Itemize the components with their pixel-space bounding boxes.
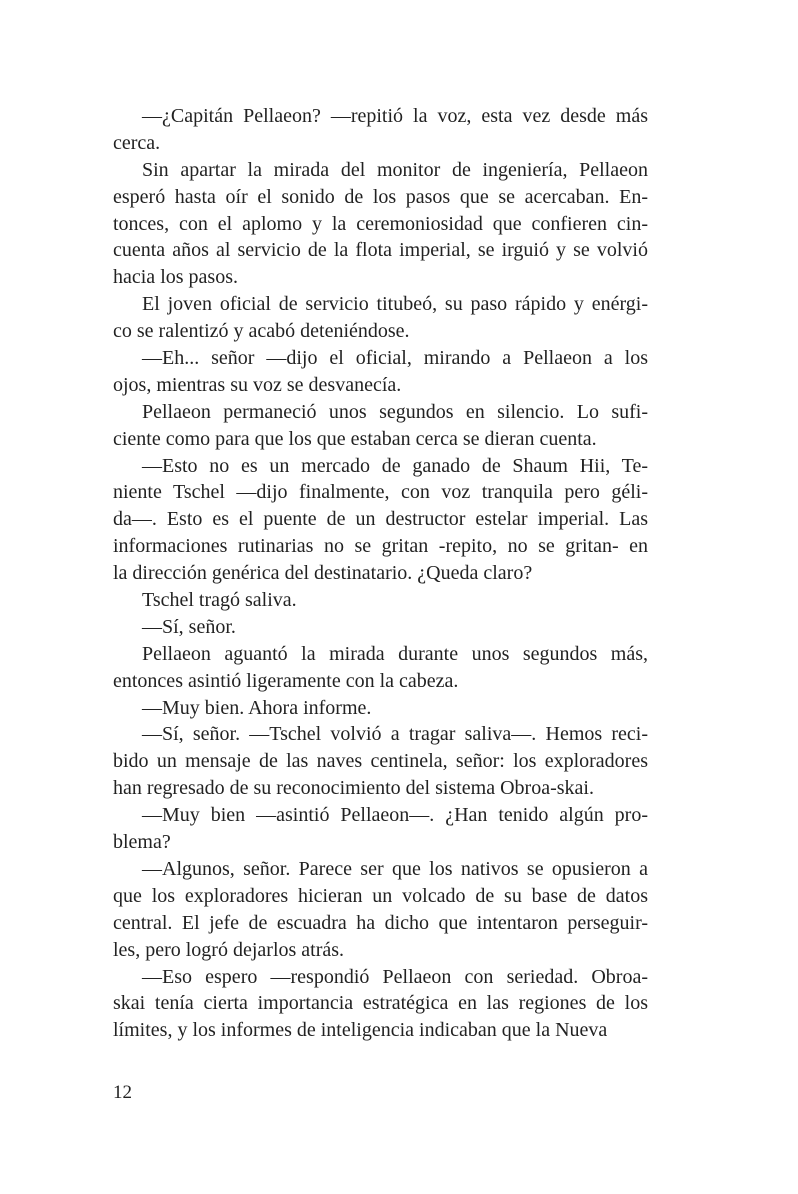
text-line: El joven oficial de servicio titubeó, su paso rápido y enérgi-	[142, 293, 648, 316]
text-line: ojos, mientras su voz se desvanecía.	[113, 373, 402, 396]
paragraph	[113, 856, 648, 964]
page-text	[113, 103, 648, 1044]
text-line: central. El jefe de escuadra ha dicho que intentaron perseguir-	[113, 911, 648, 934]
paragraph	[113, 157, 648, 291]
text-line: niente Tschel —dijo finalmente, con voz tranquila pero géli-	[113, 481, 648, 504]
text-line: que los exploradores hicieran un volcado de su base de datos	[113, 884, 648, 907]
text-line: —Eh... señor —dijo el oficial, mirando a Pellaeon a los	[142, 347, 648, 370]
paragraph	[113, 721, 648, 802]
text-line: co se ralentizó y acabó deteniéndose.	[113, 320, 410, 343]
text-line: esperó hasta oír el sonido de los pasos que se acercaban. En-	[113, 185, 648, 208]
text-line: Pellaeon aguantó la mirada durante unos segundos más,	[142, 642, 648, 665]
text-line: la dirección genérica del destinatario. ¿Queda claro?	[113, 562, 533, 585]
paragraph	[113, 641, 648, 695]
text-line: ciente como para que los que estaban cerca se dieran cuenta.	[113, 427, 597, 450]
paragraph	[113, 291, 648, 345]
text-line: Pellaeon permaneció unos segundos en silencio. Lo sufi-	[142, 400, 648, 423]
text-line: —Muy bien —asintió Pellaeon—. ¿Han tenido algún pro-	[142, 804, 648, 827]
paragraph	[113, 614, 648, 641]
text-line: —¿Capitán Pellaeon? —repitió la voz, esta vez desde más	[142, 105, 648, 127]
text-line: —Sí, señor.	[142, 615, 236, 638]
text-line: cuenta años al servicio de la flota imperial, se irguió y se volvió	[113, 239, 648, 262]
paragraph	[113, 964, 648, 1045]
text-line: informaciones rutinarias no se gritan -repito, no se gritan- en	[113, 535, 648, 558]
paragraph	[113, 103, 648, 157]
text-line: —Esto no es un mercado de ganado de Shaum Hii, Te-	[142, 454, 648, 477]
text-line: —Muy bien. Ahora informe.	[142, 696, 372, 719]
text-line: límites, y los informes de inteligencia indicaban que la Nueva	[113, 1019, 608, 1042]
text-line: blema?	[113, 831, 171, 854]
text-line: Sin apartar la mirada del monitor de ingeniería, Pellaeon	[142, 158, 648, 181]
text-line: Tschel tragó saliva.	[142, 589, 297, 612]
page-number: 12	[113, 1082, 132, 1103]
paragraph	[113, 587, 648, 614]
text-line: hacia los pasos.	[113, 266, 238, 289]
text-line: skai tenía cierta importancia estratégica en las regiones de los	[113, 992, 648, 1015]
paragraph	[113, 802, 648, 856]
text-line: —Eso espero —respondió Pellaeon con seriedad. Obroa-	[142, 965, 648, 988]
text-line: da—. Esto es el puente de un destructor estelar imperial. Las	[113, 508, 648, 531]
text-line: —Sí, señor. —Tschel volvió a tragar saliva—. Hemos reci-	[142, 723, 648, 746]
paragraph	[113, 453, 648, 587]
text-line: —Algunos, señor. Parece ser que los nativos se opusieron a	[142, 857, 648, 880]
text-line: entonces asintió ligeramente con la cabeza.	[113, 669, 459, 692]
paragraph	[113, 695, 648, 722]
text-line: bido un mensaje de las naves centinela, señor: los exploradores	[113, 750, 648, 773]
paragraph	[113, 345, 648, 399]
paragraph	[113, 399, 648, 453]
text-line: han regresado de su reconocimiento del sistema Obroa-skai.	[113, 777, 594, 800]
text-line: les, pero logró dejarlos atrás.	[113, 938, 345, 961]
text-line: tonces, con el aplomo y la ceremoniosidad que confieren cin-	[113, 212, 648, 235]
text-line: cerca.	[113, 131, 161, 154]
